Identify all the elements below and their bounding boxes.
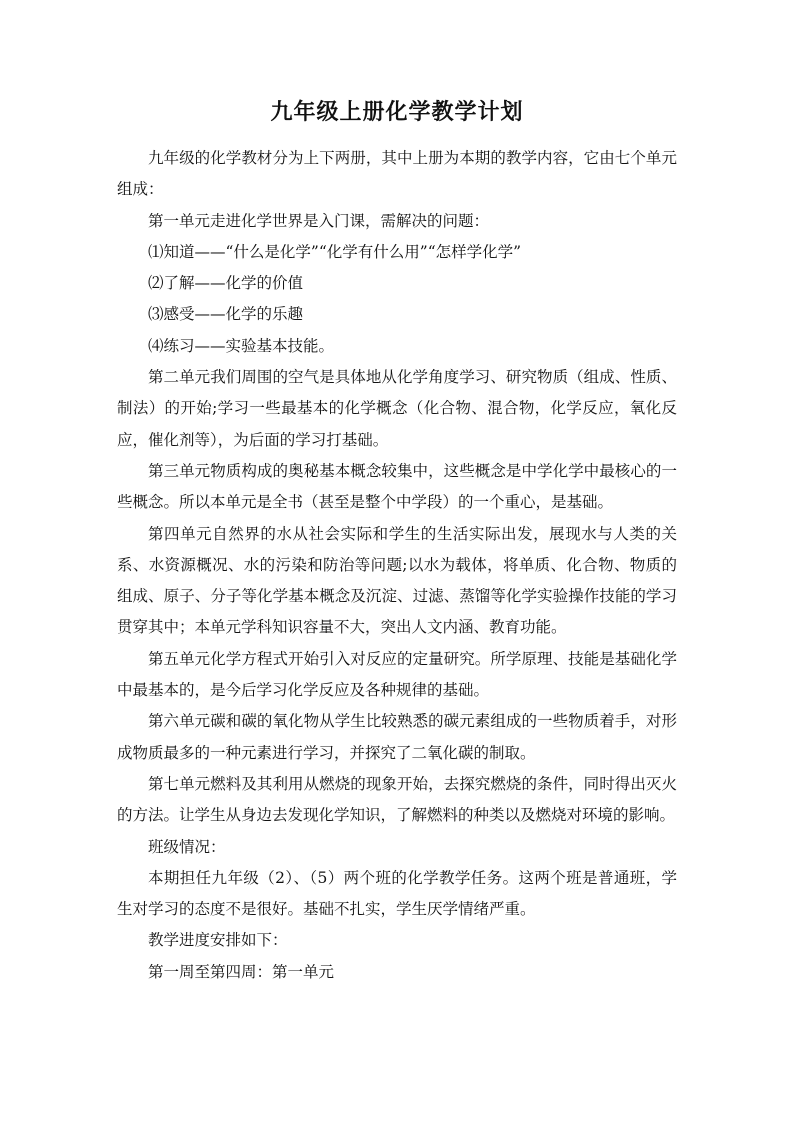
paragraph-class-heading: 班级情况：	[148, 837, 226, 856]
paragraph-unit1-item4: ⑷练习——实验基本技能。	[148, 336, 335, 355]
paragraph-schedule-week1-4: 第一周至第四周：第一单元	[148, 962, 335, 981]
paragraph-intro: 九年级的化学教材分为上下两册，其中上册为本期的教学内容，它由七个单元组成：	[117, 149, 677, 199]
paragraph-unit1: 第一单元走进化学世界是入门课，需解决的问题：	[148, 211, 490, 230]
paragraph-unit4: 第四单元自然界的水从社会实际和学生的生活实际出发，展现水与人类的关系、水资源概况、水的污染和防治等问题;以水为载体，将单质、化合物、物质的组成、原子、分子等化学基本概念及沉淀、过滤、蒸馏等化学实验操作技能的学习贯穿其中；本单元学科知识容量不大，突出人文内涵、教育功能。	[117, 524, 677, 637]
paragraph-unit6: 第六单元碳和碳的氧化物从学生比较熟悉的碳元素组成的一些物质着手，对形成物质最多的一种元素进行学习，并探究了二氧化碳的制取。	[117, 712, 677, 762]
paragraph-unit1-item2: ⑵了解——化学的价值	[148, 274, 304, 293]
paragraph-unit2: 第二单元我们周围的空气是具体地从化学角度学习、研究物质（组成、性质、制法）的开始;学习一些最基本的化学概念（化合物、混合物，化学反应，氧化反应，催化剂等），为后面的学习打基础。	[117, 368, 677, 449]
document-body	[117, 143, 677, 988]
paragraph-schedule-heading: 教学进度安排如下：	[148, 931, 288, 950]
paragraph-class-info: 本期担任九年级（2）、（5）两个班的化学教学任务。这两个班是普通班，学生对学习的态度不是很好。基础不扎实，学生厌学情绪严重。	[117, 868, 677, 919]
document-title: 九年级上册化学教学计划	[270, 99, 524, 125]
paragraph-unit1-item3: ⑶感受——化学的乐趣	[148, 305, 304, 324]
paragraph-unit1-item1: ⑴知道——“什么是化学”“化学有什么用”“怎样学化学”	[148, 242, 522, 261]
paragraph-unit3: 第三单元物质构成的奥秘基本概念较集中，这些概念是中学化学中最核心的一些概念。所以本单元是全书（甚至是整个中学段）的一个重心，是基础。	[117, 461, 677, 512]
paragraph-unit5: 第五单元化学方程式开始引入对反应的定量研究。所学原理、技能是基础化学中最基本的，是今后学习化学反应及各种规律的基础。	[117, 649, 677, 700]
paragraph-unit7: 第七单元燃料及其利用从燃烧的现象开始，去探究燃烧的条件，同时得出灭火的方法。让学生从身边去发现化学知识，了解燃料的种类以及燃烧对环境的影响。	[117, 774, 677, 825]
